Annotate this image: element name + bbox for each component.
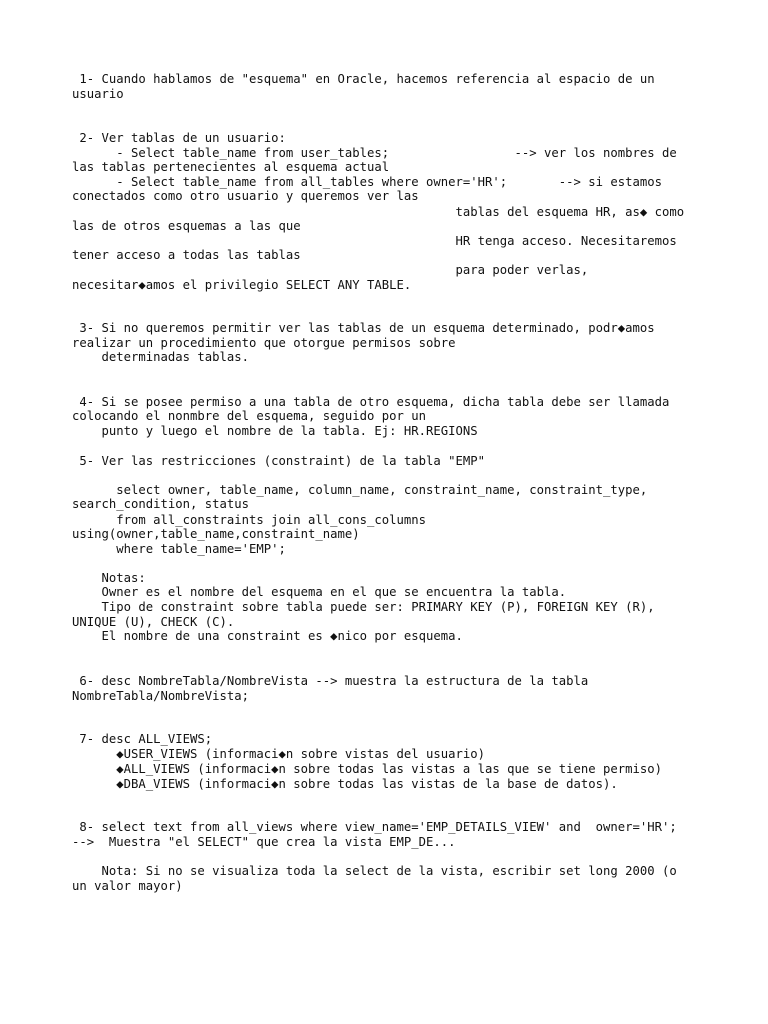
text-line: NombreTabla/NombreVista;	[72, 689, 250, 703]
text-line: realizar un procedimiento que otorgue permisos sobre	[72, 336, 456, 350]
text-line: Tipo de constraint sobre tabla puede ser: PRIMARY KEY (P), FOREIGN KEY (R),	[72, 600, 655, 614]
text-line: 4- Si se posee permiso a una tabla de otro esquema, dicha tabla debe ser llamada	[72, 395, 670, 409]
text-line: un valor mayor)	[72, 879, 183, 893]
text-line: 3- Si no queremos permitir ver las tablas de un esquema determinado, podr◆amos	[72, 321, 655, 335]
text-line: - Select table_name from all_tables where owner='HR'; --> si estamos	[72, 175, 663, 189]
text-line: UNIQUE (U), CHECK (C).	[72, 615, 235, 629]
text-line: from all_constraints join all_cons_columns	[72, 513, 427, 527]
text-line: conectados como otro usuario y queremos ver las	[72, 189, 419, 203]
text-line: using(owner,table_name,constraint_name)	[72, 527, 360, 541]
text-line: las de otros esquemas a las que	[72, 219, 301, 233]
text-line: - Select table_name from user_tables; --> ver los nombres de	[72, 146, 677, 160]
text-line: colocando el nonmbre del esquema, seguido por un	[72, 409, 427, 423]
text-line: las tablas pertenecientes al esquema actual	[72, 160, 390, 174]
text-line: Owner es el nombre del esquema en el que se encuentra la tabla.	[72, 585, 567, 599]
text-line: where table_name='EMP';	[72, 542, 286, 556]
text-line: El nombre de una constraint es ◆nico por esquema.	[72, 629, 463, 643]
text-line: tener acceso a todas las tablas	[72, 248, 301, 262]
text-line: ◆ALL_VIEWS (informaci◆n sobre todas las vistas a las que se tiene permiso)	[72, 762, 663, 776]
text-line: 7- desc ALL_VIEWS;	[72, 732, 213, 746]
text-line: ◆USER_VIEWS (informaci◆n sobre vistas del usuario)	[72, 747, 486, 761]
text-line: 6- desc NombreTabla/NombreVista --> muestra la estructura de la tabla	[72, 674, 589, 688]
text-line: 1- Cuando hablamos de "esquema" en Oracle, hacemos referencia al espacio de un	[72, 72, 655, 86]
text-line: 2- Ver tablas de un usuario:	[72, 131, 286, 145]
text-line: ◆DBA_VIEWS (informaci◆n sobre todas las vistas de la base de datos).	[72, 777, 618, 791]
text-line: para poder verlas,	[72, 263, 589, 277]
text-line: 8- select text from all_views where view_name='EMP_DETAILS_VIEW' and owner='HR';	[72, 820, 677, 834]
text-line: necesitar◆amos el privilegio SELECT ANY TABLE.	[72, 278, 412, 292]
text-line: HR tenga acceso. Necesitaremos	[72, 234, 677, 248]
text-line: punto y luego el nombre de la tabla. Ej: HR.REGIONS	[72, 424, 478, 438]
text-line: 5- Ver las restricciones (constraint) de la tabla "EMP"	[72, 454, 486, 468]
text-line: determinadas tablas.	[72, 350, 250, 364]
text-line: select owner, table_name, column_name, constraint_name, constraint_type,	[72, 483, 648, 497]
text-line: tablas del esquema HR, as◆ como	[72, 205, 685, 219]
text-line: Nota: Si no se visualiza toda la select de la vista, escribir set long 2000 (o	[72, 864, 677, 878]
text-line: Notas:	[72, 571, 146, 585]
text-line: --> Muestra "el SELECT" que crea la vista EMP_DE...	[72, 835, 456, 849]
text-line: search_condition, status	[72, 497, 250, 511]
text-line: usuario	[72, 87, 124, 101]
